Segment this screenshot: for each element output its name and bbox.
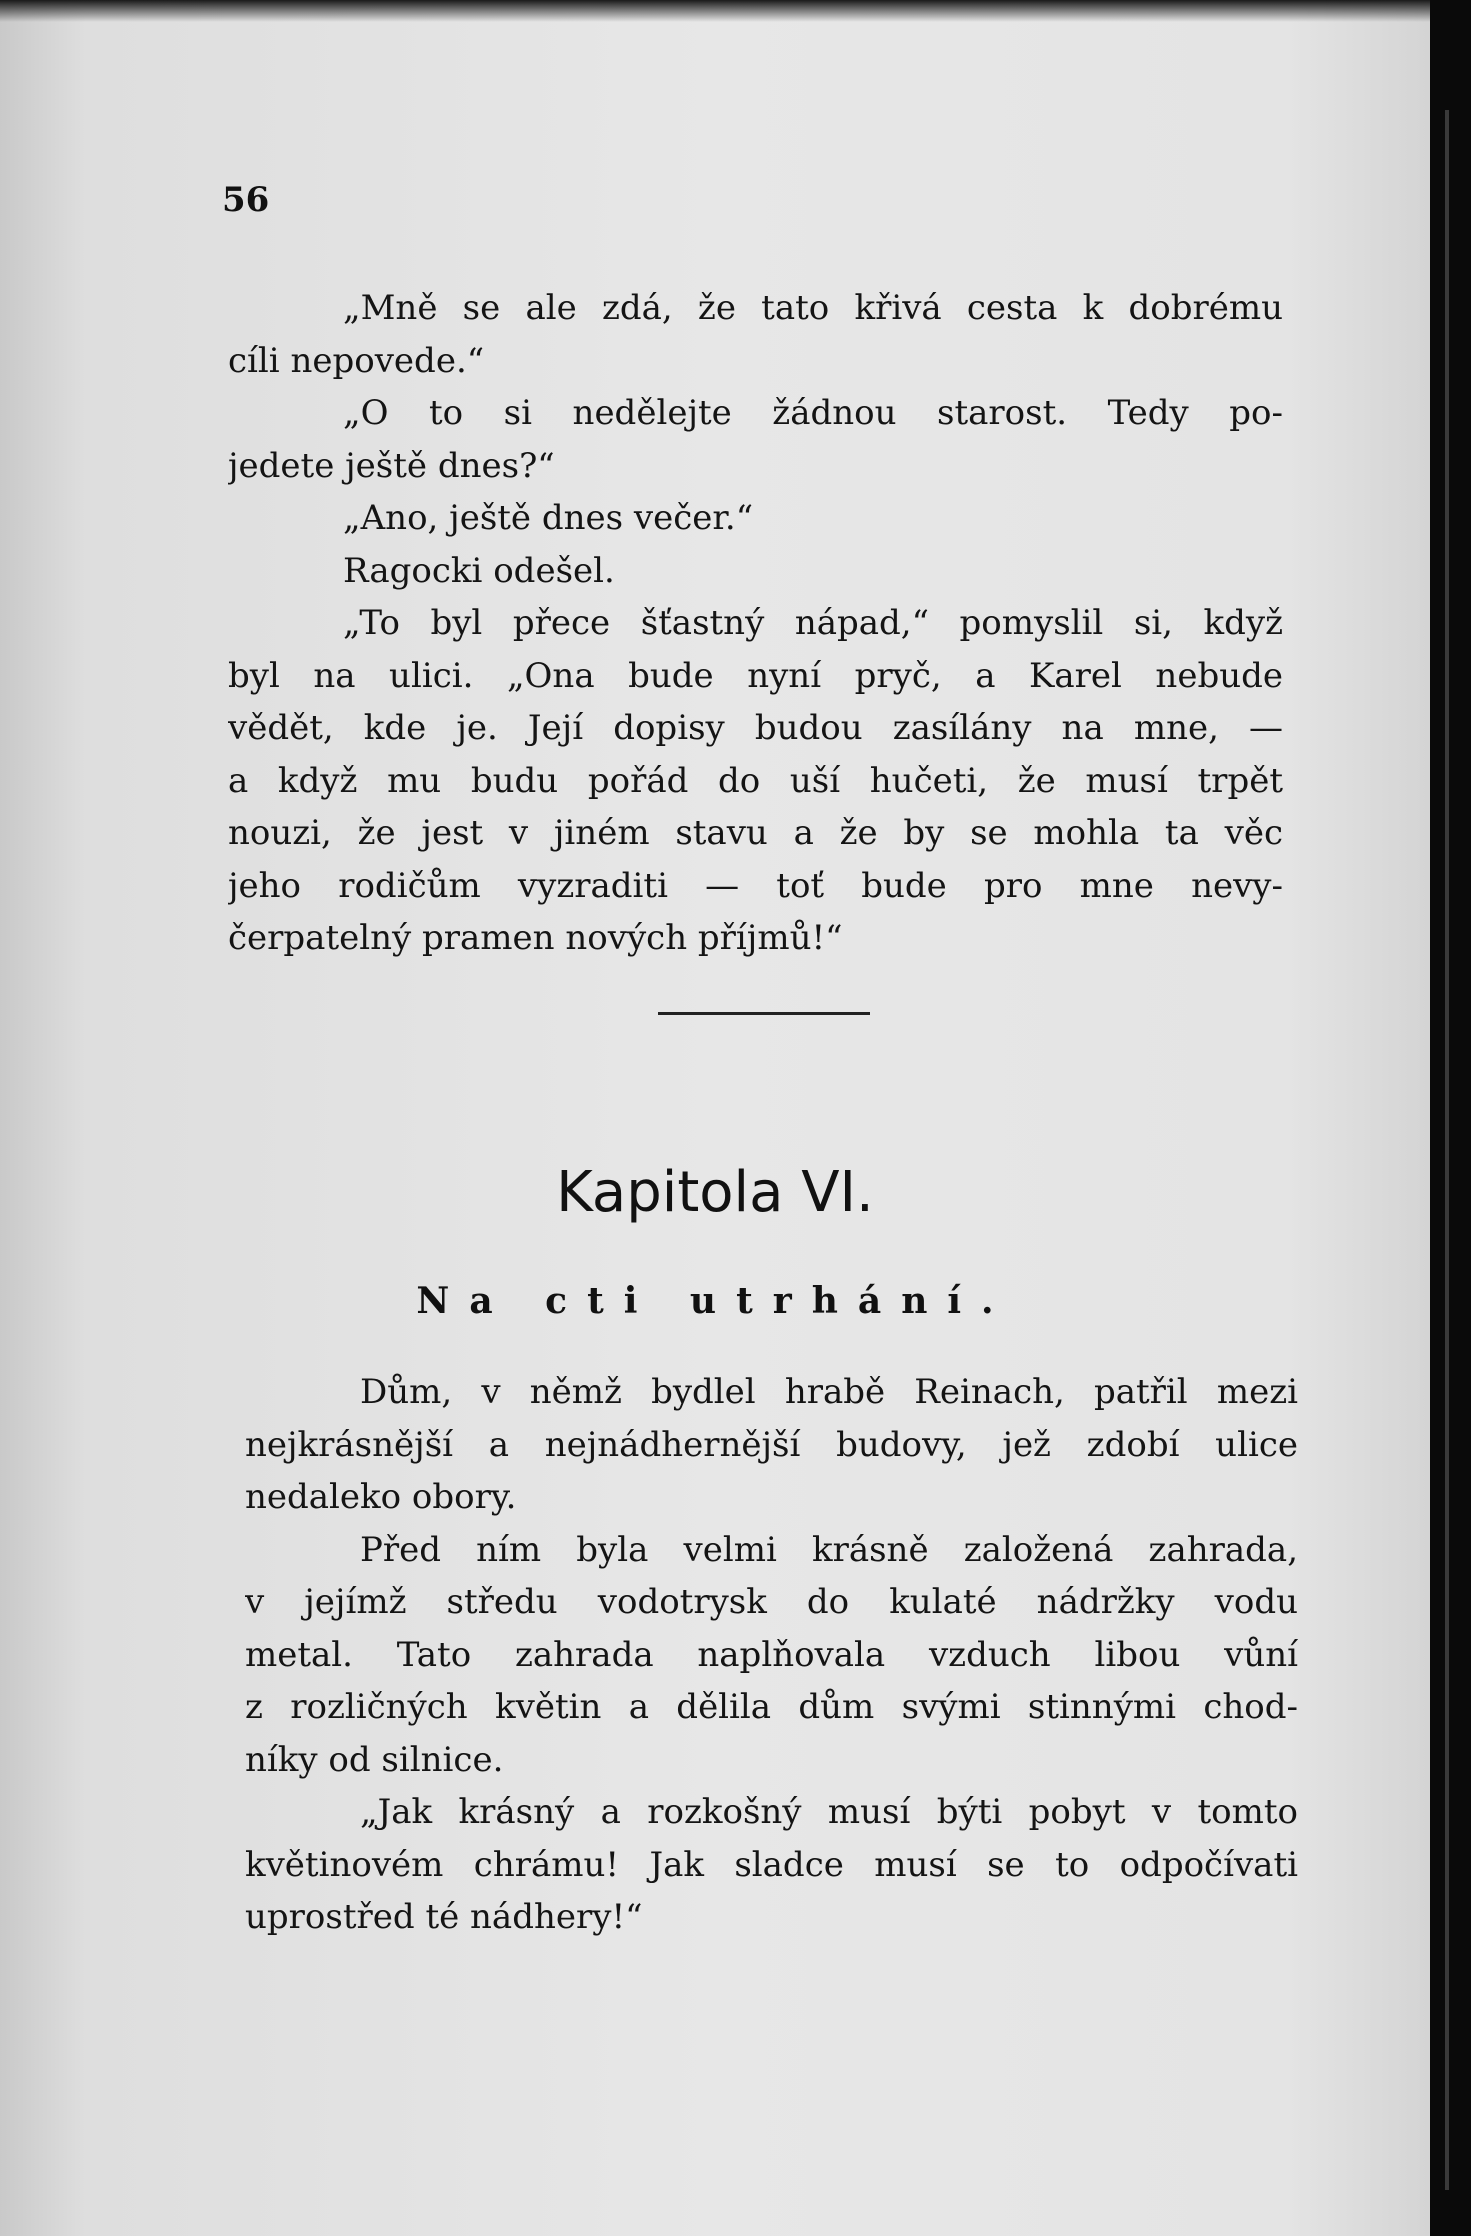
text-line: květinovém chrámu! Jak sladce musí se to odpočívati — [245, 1844, 1298, 1885]
text-line: jedete ještě dnes?“ — [228, 445, 555, 486]
text-line: uprostřed té nádhery!“ — [245, 1897, 643, 1937]
paragraph — [245, 1366, 1298, 1524]
scan-right-edge — [1430, 0, 1471, 2236]
text-section-2 — [245, 1366, 1298, 1944]
text-line: z rozličných květin a dělila dům svými stinnými chod- — [245, 1687, 1298, 1727]
text-line: Ragocki odešel. — [343, 550, 615, 591]
section-divider — [658, 1012, 870, 1015]
text-line: „To byl přece šťastný nápad,“ pomyslil si, když — [343, 603, 1283, 643]
text-line: Dům, v němž bydlel hrabě Reinach, patřil mezi — [360, 1372, 1298, 1412]
text-line: čerpatelný pramen nových příjmů!“ — [228, 918, 843, 958]
text-line: v jejímž středu vodotrysk do kulaté nádržky vodu — [245, 1582, 1298, 1622]
text-section-1 — [228, 282, 1283, 965]
text-line: „Jak krásný a rozkošný musí býti pobyt v tomto — [360, 1792, 1298, 1832]
paragraph — [228, 282, 1283, 387]
text-line: „O to si nedělejte žádnou starost. Tedy po- — [343, 393, 1283, 433]
chapter-title: Kapitola VI. — [556, 1160, 874, 1225]
paragraph — [228, 545, 1283, 598]
text-line: jeho rodičům vyzraditi — toť bude pro mne nevy- — [228, 865, 1283, 906]
page-number: 56 — [222, 180, 270, 220]
text-line: metal. Tato zahrada naplňovala vzduch libou vůní — [245, 1634, 1298, 1675]
text-line: vědět, kde je. Její dopisy budou zasílány na mne, — — [228, 708, 1283, 748]
text-line: nouzi, že jest v jiném stavu a že by se mohla ta věc — [228, 813, 1283, 853]
paragraph — [245, 1786, 1298, 1944]
text-line: „Ano, ještě dnes večer.“ — [343, 498, 754, 538]
text-line: Před ním byla velmi krásně založená zahrada, — [360, 1529, 1298, 1570]
text-line: cíli nepovede.“ — [228, 340, 485, 381]
paragraph — [228, 597, 1283, 965]
paragraph — [245, 1524, 1298, 1787]
text-line: níky od silnice. — [245, 1739, 504, 1780]
scan-right-rule — [1445, 110, 1449, 2190]
text-line: nedaleko obory. — [245, 1477, 517, 1517]
paragraph — [228, 492, 1283, 545]
paragraph — [228, 387, 1283, 492]
text-line: a když mu budu pořád do uší hučeti, že musí trpět — [228, 760, 1283, 801]
text-line: nejkrásnější a nejnádhernější budovy, jež zdobí ulice — [245, 1424, 1298, 1465]
text-line: byl na ulici. „Ona bude nyní pryč, a Karel nebude — [228, 655, 1283, 696]
text-line: „Mně se ale zdá, že tato křivá cesta k dobrému — [343, 288, 1283, 328]
chapter-subtitle: Na cti utrhání. — [416, 1280, 1014, 1322]
scan-top-shadow — [0, 0, 1430, 22]
